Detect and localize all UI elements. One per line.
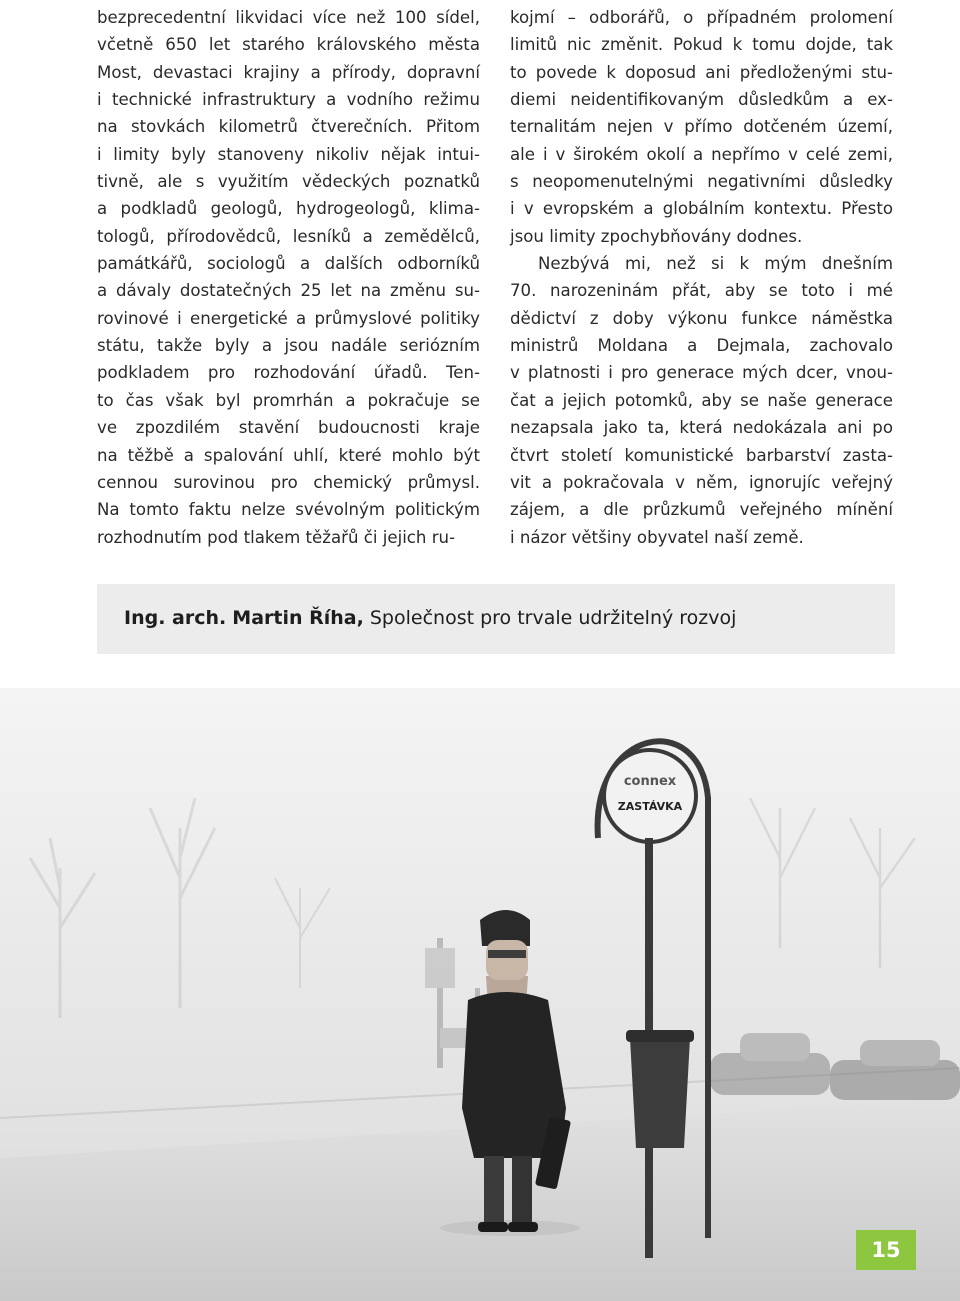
foggy-street-photo [0, 688, 960, 1301]
paragraph-left [97, 4, 480, 551]
text-line: čtvrt století komunistické barbarství zasta- [510, 445, 893, 465]
text-line: nezapsala jako ta, která nedokázala ani po [510, 418, 893, 438]
text-line: státu, takže byly a jsou nadále seriózním [97, 336, 480, 356]
text-line: jsou limity zpochybňovány dodnes. [510, 226, 803, 246]
text-line: tivně, ale s využitím vědeckých poznatků [97, 172, 480, 192]
photo-illustration [0, 688, 960, 1301]
text-line: na stovkách kilometrů čtverečních. Přitom [97, 117, 480, 137]
page-number: 15 [856, 1230, 916, 1270]
sign-label: ZASTÁVKA [617, 800, 683, 813]
text-line: cennou surovinou pro chemický průmysl. [97, 472, 480, 492]
author-affiliation: Společnost pro trvale udržitelný rozvoj [369, 607, 737, 629]
text-line: ve zpozdilém stavění budoucnosti kraje [97, 418, 480, 438]
text-line: v platnosti i pro generace mých dcer, vnou- [510, 363, 893, 383]
text-line: rovinové i energetické a průmyslové politiky [97, 308, 480, 328]
sign-brand: connex [623, 774, 677, 789]
text-line: dědictví z doby výkonu funkce náměstka [510, 308, 893, 328]
text-line: i technické infrastruktury a vodního režimu [97, 90, 480, 110]
text-line: včetně 650 let starého královského města [97, 35, 480, 55]
paragraph-right-1 [510, 4, 893, 250]
text-line: i limity byly stanoveny nikoliv nějak intui- [97, 144, 480, 164]
article-column-right [510, 4, 893, 551]
author-credit [124, 607, 736, 629]
text-line: to povede k doposud ani předloženými stu- [510, 62, 893, 82]
text-line: i názor většiny obyvatel naší země. [510, 527, 804, 547]
paragraph-right-2 [510, 250, 893, 551]
text-line: vit a pokračovala v něm, ignorujíc veřejný [510, 472, 893, 492]
text-line: to čas však byl promrhán a pokračuje se [97, 390, 480, 410]
text-line: bezprecedentní likvidaci více než 100 sídel, [97, 8, 480, 27]
author-title: Ing. arch. [124, 607, 227, 629]
text-line: a dávaly dostatečných 25 let na změnu su- [97, 281, 480, 301]
text-line: zájem, a dle průzkumů veřejného mínění [510, 500, 893, 520]
text-line: diemi neidentifikovaným důsledkům a ex- [510, 90, 893, 110]
text-line: čat a jejich potomků, aby se naše generace [510, 390, 893, 410]
text-line: památkářů, sociologů a dalších odborníků [97, 254, 480, 274]
text-line: rozhodnutím pod tlakem těžařů či jejich ru- [97, 527, 456, 547]
text-line: ale i v širokém okolí a nepřímo v celé zemi, [510, 144, 893, 164]
text-line: limitů nic změnit. Pokud k tomu dojde, tak [510, 35, 893, 55]
author-box [97, 584, 895, 654]
text-line: ternalitám nejen v přímo dotčeném území, [510, 117, 893, 137]
text-line: podkladem pro rozhodování úřadů. Ten- [97, 363, 480, 383]
text-line: Nezbývá mi, než si k mým dnešním [538, 254, 893, 274]
article-column-left [97, 4, 480, 551]
text-line: i v evropském a globálním kontextu. Přesto [510, 199, 893, 219]
author-name: Martin Říha, [232, 607, 364, 629]
text-line: kojmí – odborářů, o případném prolomení [510, 8, 893, 27]
text-line: na těžbě a spalování uhlí, které mohlo být [97, 445, 480, 465]
text-line: s neopomenutelnými negativními důsledky [510, 172, 893, 192]
trash-bin [630, 1038, 690, 1148]
text-line: 70. narozeninám přát, aby se toto i mé [510, 281, 893, 301]
text-line: tologů, přírodovědců, lesníků a zemědělců, [97, 226, 480, 246]
text-line: Most, devastaci krajiny a přírody, dopravní [97, 62, 480, 82]
text-line: ministrů Moldana a Dejmala, zachovalo [510, 336, 893, 356]
text-line: a podkladů geologů, hydrogeologů, klima- [97, 199, 480, 219]
text-line: Na tomto faktu nelze svévolným politickým [97, 500, 480, 520]
